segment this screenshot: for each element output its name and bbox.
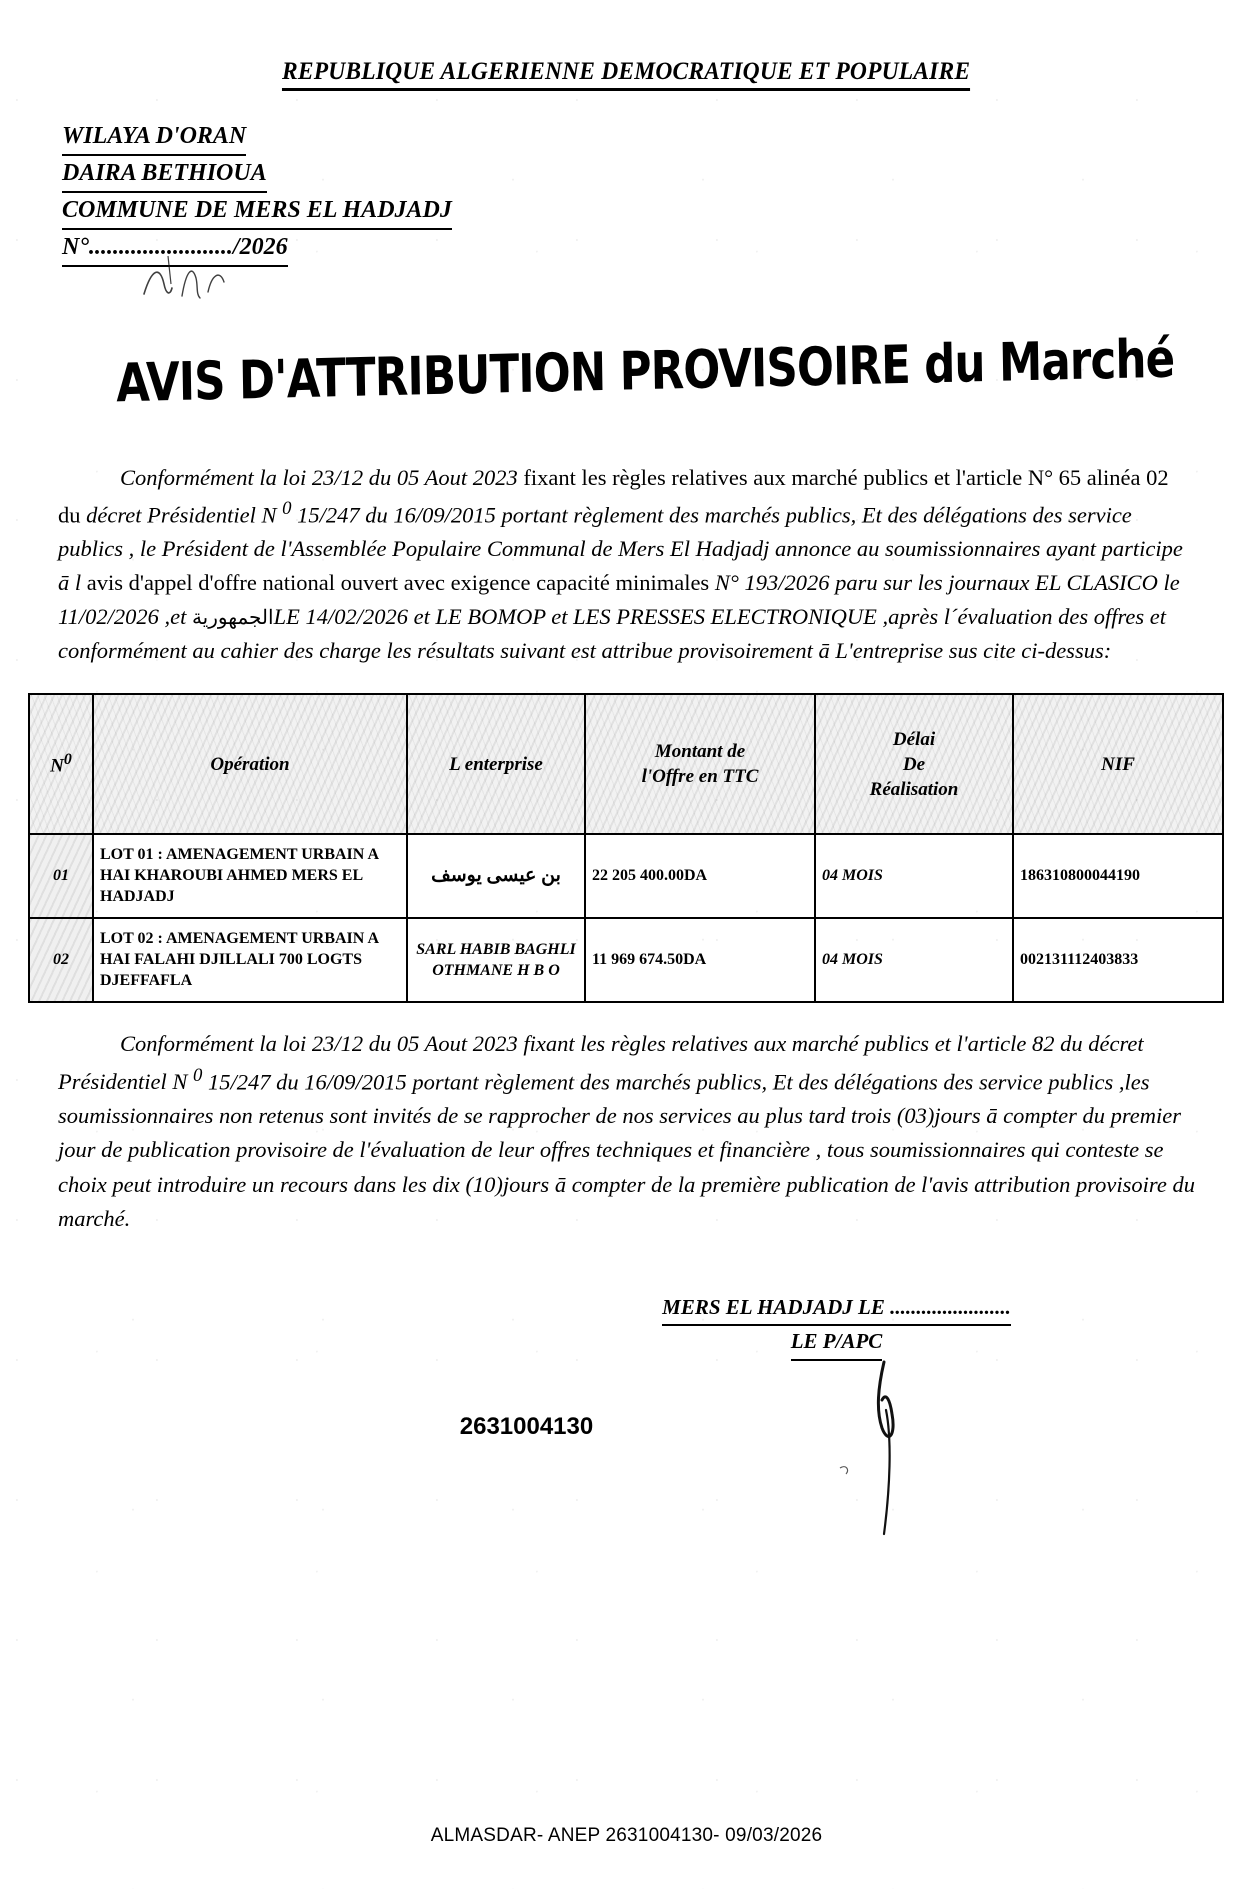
column-header-amount-line2: l'Offre en TTC (641, 766, 759, 788)
document-page (0, 58, 1253, 1889)
row-number: 01 (29, 834, 93, 918)
commune-line (62, 193, 1253, 230)
signature-place-date (420, 1292, 1253, 1327)
wilaya-text: WILAYA D'ORAN (62, 119, 246, 156)
administration-block (62, 119, 1253, 267)
intro-text-1: Conformément la loi 23/12 du 05 Aout 2023 (120, 465, 524, 491)
intro-sup-1: 0 (282, 498, 292, 520)
republic-heading (0, 58, 1253, 91)
awards-table (28, 693, 1224, 1003)
column-header-enterprise: L enterprise (407, 694, 585, 834)
main-title: AVIS D'ATTRIBUTION PROVISOIRE du Marché (115, 328, 1175, 415)
column-header-number-sup: 0 (63, 751, 72, 769)
row-delay: 04 MOIS (815, 918, 1013, 1002)
table-row (29, 834, 1223, 918)
wilaya-line (62, 119, 1253, 156)
page-footer: ALMASDAR- ANEP 2631004130- 09/03/2026 (430, 1825, 823, 1846)
republic-heading-text: REPUBLIQUE ALGERIENNE DEMOCRATIQUE ET POPULAIRE (282, 58, 970, 91)
row-enterprise: SARL HABIB BAGHLI OTHMANE H B O (407, 918, 585, 1002)
column-header-delay-line2: De (902, 753, 926, 775)
intro-text-2: fixant les règles relatives aux marché publics et l'article N° 65 alinéa 02 du (58, 465, 1169, 528)
closing-text-1: Conformément la loi 23/12 du 05 Aout 2023 fixant les règles relatives aux marché publics et l'article 82 du décret Présidentiel N (58, 1031, 1144, 1094)
signature-icon (820, 1348, 960, 1548)
column-header-number-label: N (50, 755, 64, 777)
column-header-operation: Opération (93, 694, 407, 834)
main-title-container (0, 328, 1253, 421)
awards-table-head (29, 694, 1223, 834)
row-amount: 22 205 400.00DA (585, 834, 815, 918)
daira-line (62, 156, 1253, 193)
reference-text: N°......................../2026 (62, 230, 288, 267)
intro-text-6: avis d'appel d'offre national ouvert avec exigence capacité minimales (86, 570, 715, 596)
commune-text: COMMUNE DE MERS EL HADJADJ (62, 193, 452, 230)
signature-role-text: LE P/APC (791, 1326, 883, 1361)
column-header-amount-line1: Montant de (654, 741, 746, 763)
row-amount: 11 969 674.50DA (585, 918, 815, 1002)
table-row (29, 918, 1223, 1002)
column-header-amount (585, 694, 815, 834)
column-header-number (29, 694, 93, 834)
signature-place-date-text: MERS EL HADJADJ LE ....................... (662, 1292, 1011, 1327)
daira-text: DAIRA BETHIOUA (62, 156, 267, 193)
signature-role (420, 1326, 1253, 1361)
intro-paragraph (58, 461, 1195, 667)
row-operation: LOT 01 : AMENAGEMENT URBAIN A HAI KHAROUBI AHMED MERS EL HADJADJ (93, 834, 407, 918)
closing-sup-1: 0 (192, 1064, 203, 1086)
column-header-delay-line3: Réalisation (869, 778, 959, 800)
row-nif: 186310800044190 (1013, 834, 1223, 918)
anep-number: 2631004130 (459, 1413, 594, 1440)
reference-line (62, 230, 1253, 267)
intro-text-7: N° 193/2026 paru sur les journaux EL CLASICO le 11/02/2026 ,et (58, 570, 1180, 629)
awards-table-body (29, 834, 1223, 1002)
intro-text-3: décret Présidentiel N (86, 502, 283, 528)
column-header-delay (815, 694, 1013, 834)
intro-text-4: 15/247 du 16/09/2015 portant règlement des marchés publics, Et des délégations des service publics , le Président de l'Assemblée Populaire Communal de Mers El Hadjadj (58, 502, 1132, 562)
intro-arabic-newspaper: الجمهورية (191, 606, 274, 629)
awards-table-header-row (29, 694, 1223, 834)
row-enterprise: بن عيسى يوسف (407, 834, 585, 918)
intro-text-8: LE 14/02/2026 et LE BOMOP et LES PRESSES ELECTRONIQUE ,après l´évaluation des offres et conformément au cahier des charge les résultats suivant est attribue provisoirement ā L'entreprise sus cite ci-dessus: (58, 603, 1166, 663)
row-number: 02 (29, 918, 93, 1002)
closing-paragraph (58, 1027, 1197, 1236)
closing-text-2: 15/247 du 16/09/2015 portant règlement des marchés publics, Et des délégations des service publics ,les soumissionnaires non retenus sont invités de se rapprocher de nos services au plus tard trois (03)jours ā compter du premier jour de publication provisoire de l'évaluation de leur offres techniques et financière , tous soumissionnaires qui conteste se choix peut introduire un recours dans les dix (10)jours ā compter de la première publication de l'avis attribution provisoire du marché. (58, 1069, 1195, 1231)
intro-text-5: annonce au soumissionnaires ayant participe ā l (58, 536, 1183, 596)
signature-block (0, 1292, 1253, 1361)
row-delay: 04 MOIS (815, 834, 1013, 918)
column-header-nif: NIF (1013, 694, 1223, 834)
column-header-delay-line1: Délai (892, 728, 936, 750)
row-operation: LOT 02 : AMENAGEMENT URBAIN A HAI FALAHI DJILLALI 700 LOGTS DJEFFAFLA (93, 918, 407, 1002)
row-nif: 002131112403833 (1013, 918, 1223, 1002)
